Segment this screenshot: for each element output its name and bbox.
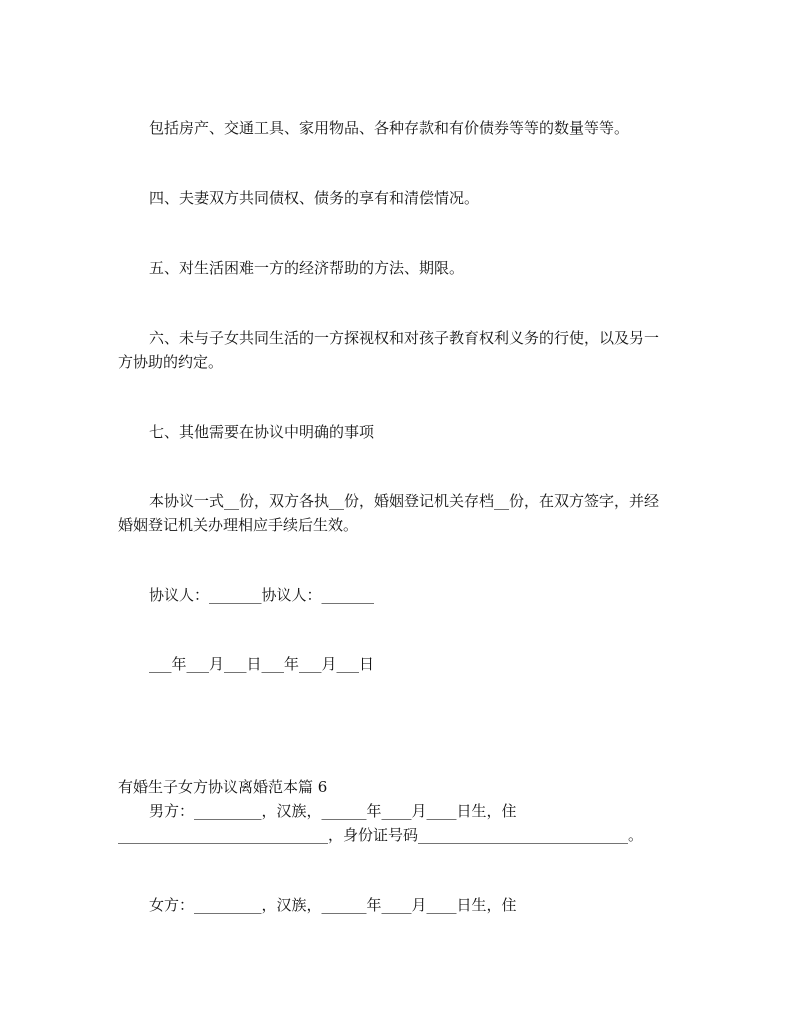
- paragraph-female-party: 女方：_________，汉族，______年____月____日生，住: [149, 896, 517, 914]
- paragraph-property: 包括房产、交通工具、家用物品、各种存款和有价债券等等的数量等等。: [149, 119, 630, 137]
- paragraph-signatories: 协议人：_______协议人：_______: [149, 586, 375, 604]
- paragraph-other-matters: 七、其他需要在协议中明确的事项: [149, 423, 375, 441]
- paragraph-debts: 四、夫妻双方共同债权、债务的享有和清偿情况。: [149, 189, 480, 207]
- paragraph-visitation: 六、未与子女共同生活的一方探视权和对孩子教育权利义务的行使，以及另一方协助的约定。: [118, 329, 660, 371]
- paragraph-dates: ___年___月___日___年___月___日: [149, 655, 375, 673]
- section-title: 有婚生子女方协议离婚范本篇 6: [118, 778, 328, 796]
- paragraph-male-party: 男方：_________，汉族，______年____月____日生，住____________________________，身份证号码____________________________。: [118, 802, 644, 844]
- paragraph-economic-help: 五、对生活困难一方的经济帮助的方法、期限。: [149, 259, 465, 277]
- paragraph-copies: 本协议一式__份，双方各执__份，婚姻登记机关存档__份，在双方签字，并经婚姻登记机关办理相应手续后生效。: [118, 492, 660, 534]
